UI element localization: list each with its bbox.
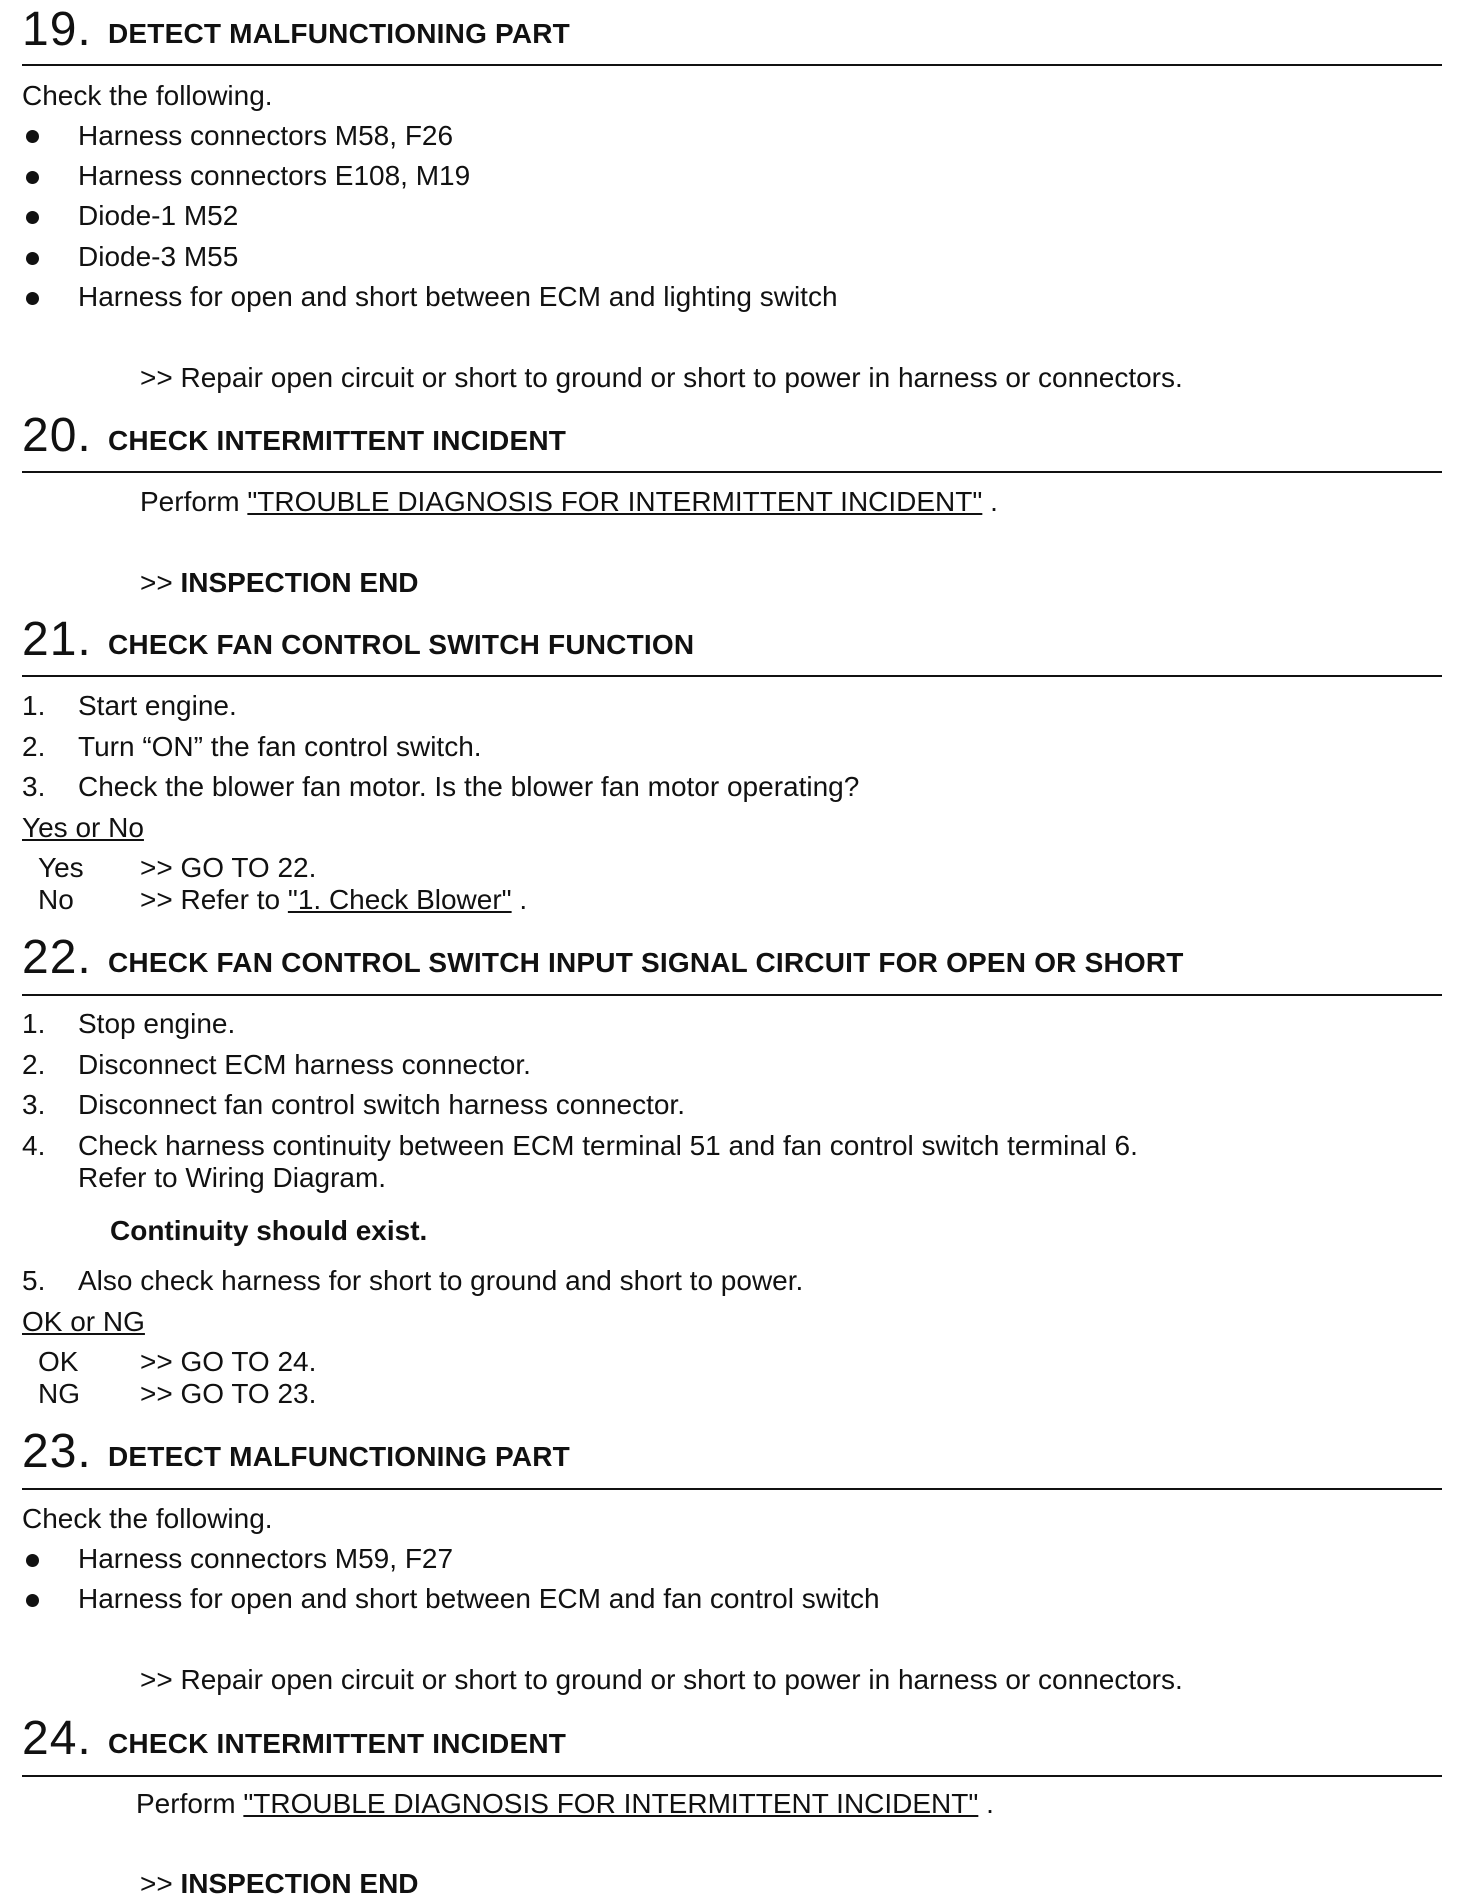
step-index: 3. — [22, 771, 46, 802]
ng-label: NG — [38, 1378, 80, 1409]
step-title: DETECT MALFUNCTIONING PART — [108, 1441, 570, 1472]
step-number: 23. — [22, 1425, 92, 1478]
step-index: 4. — [22, 1130, 46, 1161]
step-number: 22. — [22, 931, 92, 984]
section-divider — [22, 64, 1442, 66]
check-item: Harness connectors M58, F26 — [78, 120, 454, 151]
end-label: INSPECTION END — [180, 1868, 419, 1899]
decision-question: OK or NG — [22, 1306, 145, 1337]
step-number: 24. — [22, 1712, 92, 1765]
bullet-icon — [26, 292, 39, 305]
step-text: Check harness continuity between ECM terminal 51 and fan control switch terminal 6. — [78, 1130, 1138, 1161]
no-suffix: . — [511, 884, 528, 915]
perform-prefix: Perform — [140, 486, 248, 517]
step-text: Stop engine. — [78, 1008, 236, 1039]
step-text: Disconnect ECM harness connector. — [78, 1049, 531, 1080]
step-index: 1. — [22, 690, 46, 721]
no-prefix: >> Refer to — [140, 884, 288, 915]
section-divider — [22, 1775, 1442, 1777]
trouble-diagnosis-link[interactable]: "TROUBLE DIAGNOSIS FOR INTERMITTENT INCIDENT" — [243, 1788, 979, 1819]
step-text-continued: Refer to Wiring Diagram. — [78, 1162, 387, 1193]
inspection-end — [140, 567, 419, 599]
section-divider — [22, 1488, 1442, 1490]
yes-action: >> GO TO 22. — [140, 852, 317, 883]
perform-line — [136, 1788, 994, 1820]
perform-suffix: . — [978, 1788, 994, 1819]
ok-label: OK — [38, 1346, 79, 1377]
end-arrow: >> — [140, 567, 181, 598]
step-title: CHECK INTERMITTENT INCIDENT — [108, 425, 567, 456]
bullet-icon — [26, 171, 39, 184]
ok-action: >> GO TO 24. — [140, 1346, 317, 1377]
ng-action: >> GO TO 23. — [140, 1378, 317, 1409]
step-number: 20. — [22, 409, 92, 462]
trouble-diagnosis-link[interactable]: "TROUBLE DIAGNOSIS FOR INTERMITTENT INCIDENT" — [247, 486, 983, 517]
repair-action: >> Repair open circuit or short to ground or short to power in harness or connectors. — [140, 1664, 1183, 1695]
check-item: Harness for open and short between ECM and fan control switch — [78, 1583, 880, 1614]
bullet-icon — [26, 1554, 39, 1567]
bullet-icon — [26, 1594, 39, 1607]
step-index: 1. — [22, 1008, 46, 1039]
step-text: Disconnect fan control switch harness connector. — [78, 1089, 685, 1120]
continuity-spec: Continuity should exist. — [110, 1215, 428, 1246]
step-text: Start engine. — [78, 690, 237, 721]
check-item: Harness connectors M59, F27 — [78, 1543, 454, 1574]
intro-text: Check the following. — [22, 1503, 273, 1534]
step-index: 3. — [22, 1089, 46, 1120]
section-divider — [22, 994, 1442, 996]
section-divider — [22, 675, 1442, 677]
step-title: CHECK FAN CONTROL SWITCH INPUT SIGNAL CIRCUIT FOR OPEN OR SHORT — [108, 947, 1184, 978]
end-arrow: >> — [140, 1868, 181, 1899]
section-divider — [22, 471, 1442, 473]
repair-action: >> Repair open circuit or short to ground or short to power in harness or connectors. — [140, 362, 1183, 393]
step-text: Also check harness for short to ground and short to power. — [78, 1265, 804, 1296]
step-title: CHECK INTERMITTENT INCIDENT — [108, 1728, 567, 1759]
check-item: Diode-3 M55 — [78, 241, 239, 272]
inspection-end — [140, 1868, 419, 1900]
decision-question: Yes or No — [22, 812, 144, 843]
perform-suffix: . — [982, 486, 998, 517]
step-index: 5. — [22, 1265, 46, 1296]
end-label: INSPECTION END — [180, 567, 419, 598]
step-title: CHECK FAN CONTROL SWITCH FUNCTION — [108, 629, 695, 660]
yes-label: Yes — [38, 852, 84, 883]
bullet-icon — [26, 252, 39, 265]
step-text: Check the blower fan motor. Is the blower fan motor operating? — [78, 771, 860, 802]
step-index: 2. — [22, 731, 46, 762]
step-title: DETECT MALFUNCTIONING PART — [108, 18, 570, 49]
bullet-icon — [26, 130, 39, 143]
check-blower-link[interactable]: "1. Check Blower" — [287, 884, 512, 915]
check-item: Harness connectors E108, M19 — [78, 160, 471, 191]
perform-line — [140, 486, 998, 518]
check-item: Harness for open and short between ECM and lighting switch — [78, 281, 838, 312]
step-number: 19. — [22, 3, 92, 56]
no-action — [140, 884, 527, 916]
no-label: No — [38, 884, 74, 915]
bullet-icon — [26, 211, 39, 224]
step-number: 21. — [22, 613, 92, 666]
perform-prefix: Perform — [136, 1788, 244, 1819]
step-index: 2. — [22, 1049, 46, 1080]
intro-text: Check the following. — [22, 80, 273, 111]
check-item: Diode-1 M52 — [78, 200, 239, 231]
step-text: Turn “ON” the fan control switch. — [78, 731, 482, 762]
